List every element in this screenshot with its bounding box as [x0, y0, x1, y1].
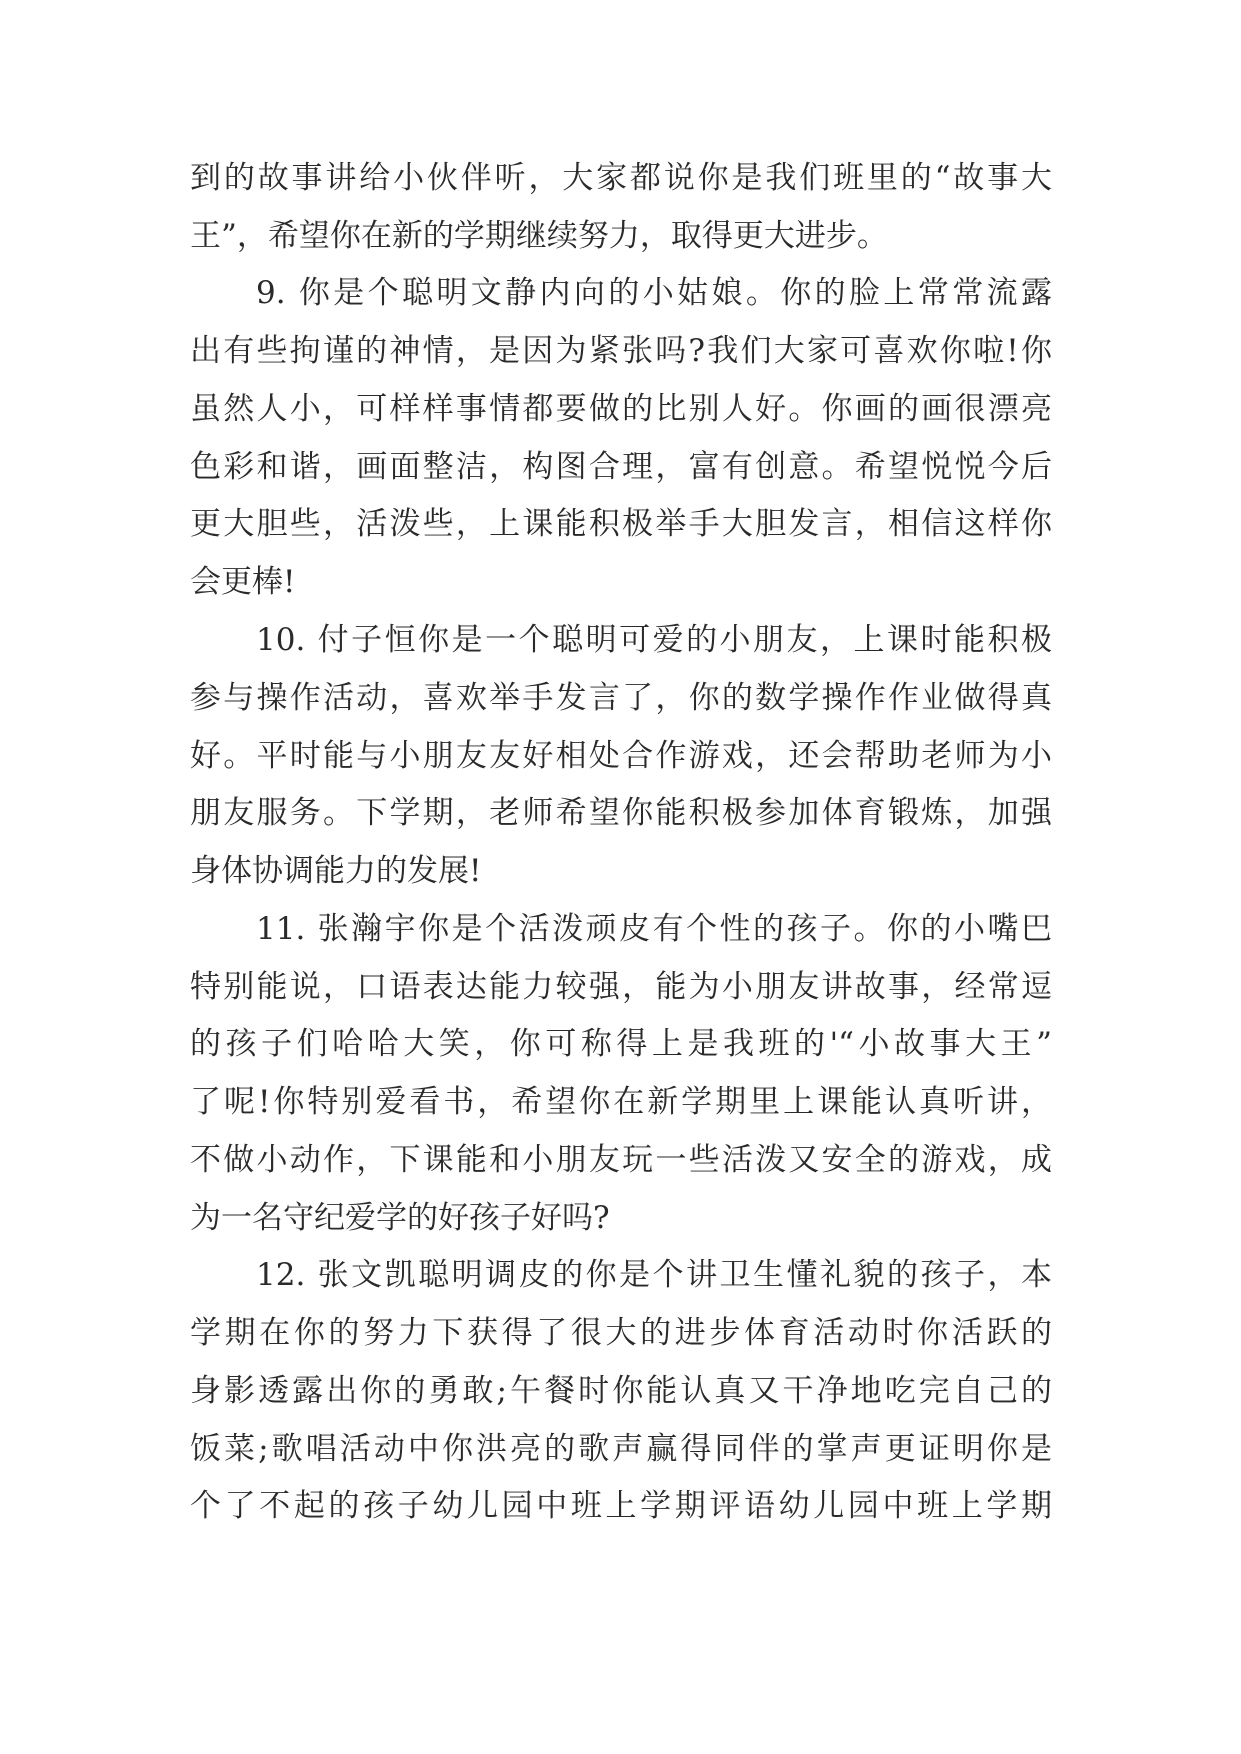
text-line: 出有些拘谨的神情，是因为紧张吗?我们大家可喜欢你啦!你 [190, 333, 1052, 369]
text-line: 特别能说，口语表达能力较强，能为小朋友讲故事，经常逗 [190, 969, 1052, 1005]
text-line: 王”，希望你在新的学期继续努力，取得更大进步。 [190, 218, 888, 254]
text-line: 身影透露出你的勇敢;午餐时你能认真又干净地吃完自己的 [190, 1373, 1052, 1409]
text-line: 不做小动作，下课能和小朋友玩一些活泼又安全的游戏，成 [190, 1142, 1052, 1178]
text-line: 了呢!你特别爱看书，希望你在新学期里上课能认真听讲， [190, 1084, 1052, 1120]
text-line: 会更棒! [190, 564, 296, 600]
text-line: 11. 张瀚宇你是个活泼顽皮有个性的孩子。你的小嘴巴 [256, 911, 1052, 947]
text-line: 好。平时能与小朋友友好相处合作游戏，还会帮助老师为小 [190, 738, 1052, 774]
text-line: 12. 张文凯聪明调皮的你是个讲卫生懂礼貌的孩子，本 [256, 1257, 1052, 1293]
text-line: 个了不起的孩子幼儿园中班上学期评语幼儿园中班上学期 [190, 1488, 1052, 1524]
text-line: 为一名守纪爱学的好孩子好吗? [190, 1200, 610, 1236]
text-line: 更大胆些，活泼些，上课能积极举手大胆发言，相信这样你 [190, 506, 1052, 542]
text-line: 朋友服务。下学期，老师希望你能积极参加体育锻炼，加强 [190, 795, 1052, 831]
text-line: 9. 你是个聪明文静内向的小姑娘。你的脸上常常流露 [256, 275, 1052, 311]
text-line: 参与操作活动，喜欢举手发言了，你的数学操作作业做得真 [190, 680, 1052, 716]
text-line: 饭菜;歌唱活动中你洪亮的歌声赢得同伴的掌声更证明你是 [190, 1431, 1052, 1467]
text-line: 学期在你的努力下获得了很大的进步体育活动时你活跃的 [190, 1315, 1052, 1351]
text-line: 虽然人小，可样样事情都要做的比别人好。你画的画很漂亮 [190, 391, 1052, 427]
text-line: 的孩子们哈哈大笑，你可称得上是我班的'“小故事大王” [190, 1026, 1052, 1062]
text-line: 色彩和谐，画面整洁，构图合理，富有创意。希望悦悦今后 [190, 449, 1052, 485]
text-line: 身体协调能力的发展! [190, 853, 482, 889]
text-line: 到的故事讲给小伙伴听，大家都说你是我们班里的“故事大 [190, 160, 1052, 196]
text-line: 10. 付子恒你是一个聪明可爱的小朋友，上课时能积极 [256, 622, 1052, 658]
